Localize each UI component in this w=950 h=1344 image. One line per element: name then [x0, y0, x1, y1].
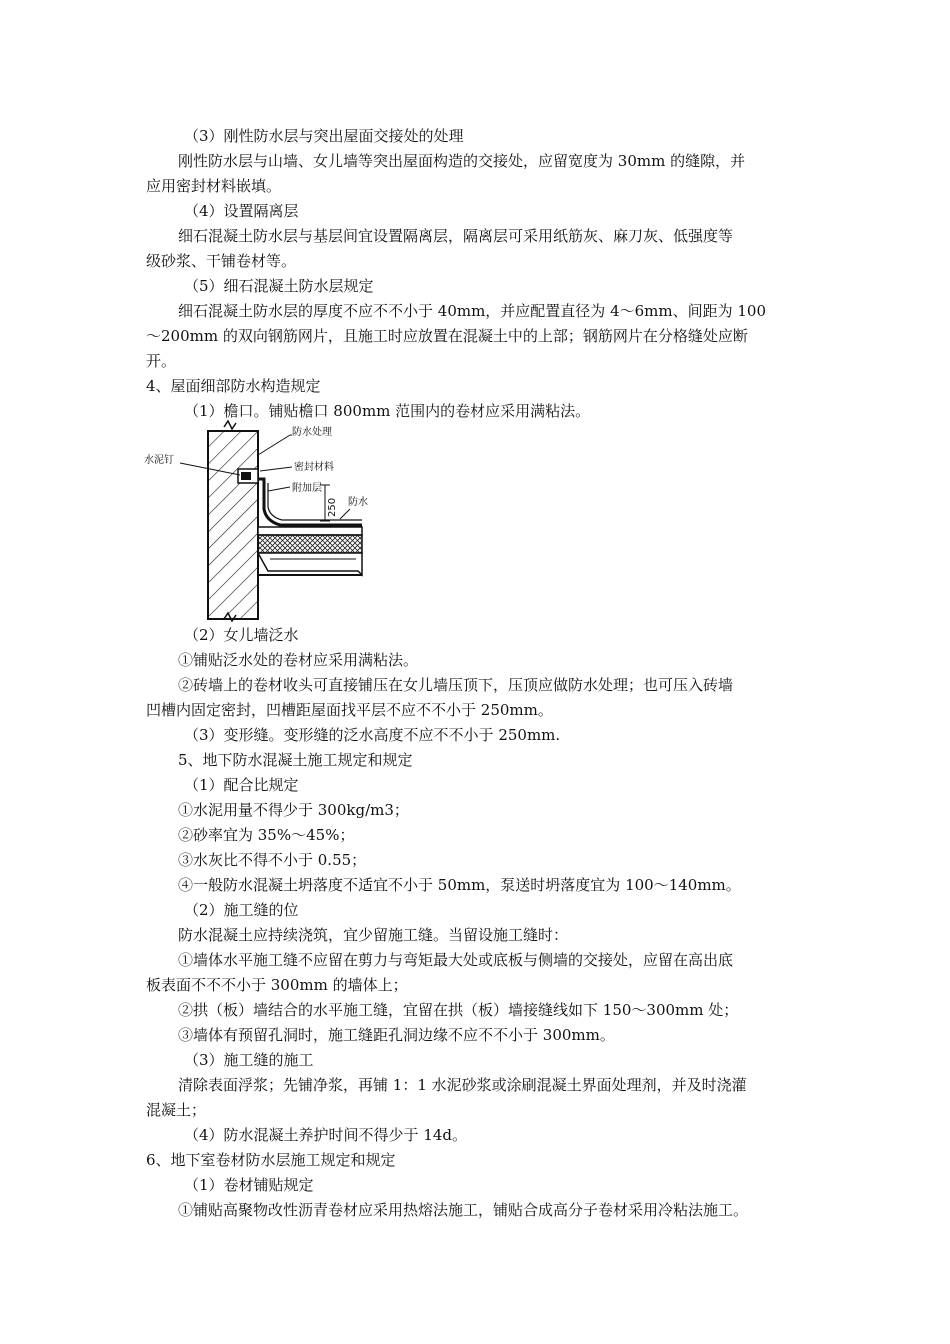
leader-line — [268, 487, 290, 491]
list-item: ②拱（板）墙结合的水平施工缝，宜留在拱（板）墙接缝线如下 150～300mm 处； — [178, 1001, 739, 1019]
list-item: ①墙体水平施工缝不应留在剪力与弯矩最大处或底板与侧墙的交接处，应留在高出底 — [178, 951, 734, 969]
heading-eaves: （1）檐口。铺贴檐口 800mm 范围内的卷材应采用满粘法。 — [184, 402, 591, 420]
section-heading-roof-details: 4、屋面细部防水构造规定 — [146, 377, 321, 395]
sealing-material-fill — [241, 472, 251, 480]
list-item: ③墙体有预留孔洞时，施工缝距孔洞边缘不应不不小于 300mm。 — [178, 1026, 615, 1044]
paragraph-line: 刚性防水层与山墙、女儿墙等突出屋面构造的交接处，应留宽度为 30mm 的缝隙，并 — [178, 152, 746, 170]
list-item: ②砂率宜为 35%～45%； — [178, 826, 355, 844]
paragraph-line: 细石混凝土防水层的厚度不应不不小于 40mm，并应配置直径为 4～6mm、间距为 100 — [178, 302, 767, 320]
section-heading-basement-membrane: 6、地下室卷材防水层施工规定和规定 — [146, 1151, 396, 1169]
label-waterproof-treatment: 防水处理 — [292, 427, 332, 438]
paragraph-line: 应用密封材料嵌填。 — [146, 177, 282, 195]
heading-parapet-flashing: （2）女儿墙泛水 — [184, 626, 299, 644]
heading-membrane-laying: （1）卷材铺贴规定 — [184, 1176, 314, 1194]
list-item: ②砖墙上的卷材收头可直接铺压在女儿墙压顶下，压顶应做防水处理；也可压入砖墙 — [178, 676, 734, 694]
wall-break-mark — [224, 421, 236, 429]
label-waterproof: 防水 — [348, 497, 368, 508]
section-heading-underground-concrete: 5、地下防水混凝土施工规定和规定 — [178, 751, 413, 769]
roof-slab — [258, 553, 362, 575]
heading-construction-joint-position: （2）施工缝的位 — [184, 901, 299, 919]
label-additional-layer: 附加层 — [292, 483, 322, 494]
paragraph-line: 凹槽内固定密封，凹槽距屋面找平层不应不不小于 250mm。 — [146, 701, 553, 719]
leader-line — [340, 509, 350, 519]
list-item: ③水灰比不得不小于 0.55； — [178, 851, 367, 869]
heading-mix-ratio: （1）配合比规定 — [184, 776, 299, 794]
eaves-waterproof-detail-figure — [140, 413, 400, 623]
heading-construction-joint-work: （3）施工缝的施工 — [184, 1051, 314, 1069]
paragraph-line: 清除表面浮浆；先铺净浆，再铺 1：1 水泥砂浆或涂刷混凝土界面处理剂，并及时浇灌 — [178, 1076, 747, 1094]
paragraph-line: ～200mm 的双向钢筋网片，且施工时应放置在混凝土中的上部；钢筋网片在分格缝处应断 — [146, 327, 748, 345]
heading-rigid-layer-junction: （3）刚性防水层与突出屋面交接处的处理 — [184, 127, 464, 145]
list-item: ①铺贴泛水处的卷材应采用满粘法。 — [178, 651, 419, 669]
paragraph-line: 混凝土； — [146, 1101, 207, 1119]
paragraph-line: 板表面不不不小于 300mm 的墙体上； — [146, 976, 408, 994]
leader-line — [260, 467, 292, 471]
paragraph-line: 细石混凝土防水层与基层间宜设置隔离层，隔离层可采用纸筋灰、麻刀灰、低强度等 — [178, 227, 734, 245]
insulation-layer — [258, 535, 362, 553]
heading-deformation-joint: （3）变形缝。变形缝的泛水高度不应不不小于 250mm. — [184, 726, 561, 744]
heading-curing-time: （4）防水混凝土养护时间不得少于 14d。 — [184, 1126, 468, 1144]
list-item: ①水泥用量不得少于 300kg/m3； — [178, 801, 409, 819]
brick-wall — [208, 431, 258, 619]
dimension-label: 250 — [327, 497, 338, 517]
label-cement-nail: 水泥钉 — [144, 455, 174, 466]
screed-layer — [258, 527, 362, 535]
label-sealing-material: 密封材料 — [294, 462, 334, 473]
heading-isolation-layer: （4）设置隔离层 — [184, 202, 299, 220]
leader-line — [258, 435, 290, 455]
paragraph-line: 防水混凝土应持续浇筑，宜少留施工缝。当留设施工缝时： — [178, 926, 569, 944]
list-item: ④一般防水混凝土坍落度不适宜不小于 50mm，泵送时坍落度宜为 100～140mm。 — [178, 876, 741, 894]
paragraph-line: 开。 — [146, 352, 177, 370]
heading-concrete-layer: （5）细石混凝土防水层规定 — [184, 277, 374, 295]
paragraph-line: 级砂浆、干铺卷材等。 — [146, 252, 297, 270]
eaves-detail-drawing — [140, 413, 400, 623]
list-item: ①铺贴高聚物改性沥青卷材应采用热熔法施工，铺贴合成高分子卷材采用冷粘法施工。 — [178, 1201, 749, 1219]
